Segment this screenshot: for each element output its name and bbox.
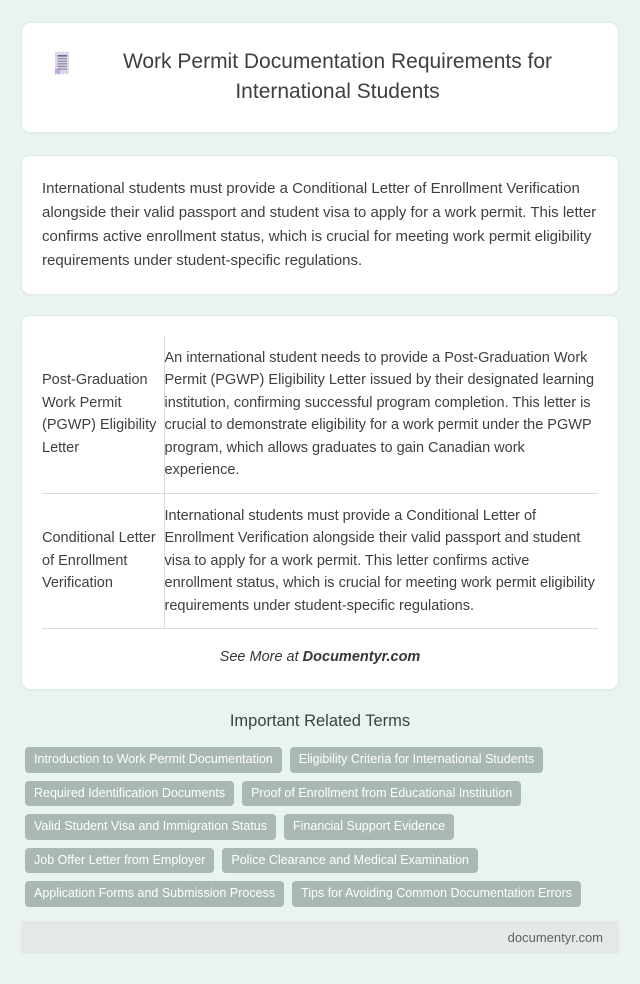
term-name: Post-Graduation Work Permit (PGWP) Eligibility Letter (42, 336, 164, 493)
page-title: Work Permit Documentation Requirements for International Students (122, 50, 553, 104)
related-term-tag[interactable]: Introduction to Work Permit Documentation (25, 747, 282, 773)
intro-card (21, 155, 619, 295)
related-term-tag[interactable]: Tips for Avoiding Common Documentation Errors (292, 881, 581, 907)
intro-text: International students must provide a Conditional Letter of Enrollment Verification alongside their valid passport and student visa to apply for a work permit. This letter confirms active enrollment status, which is crucial for meeting work permit eligibility requirements under student-specific regulations. (42, 179, 597, 269)
related-terms-tags (25, 747, 615, 907)
term-description: An international student needs to provide a Post-Graduation Work Permit (PGWP) Eligibility Letter issued by their designated learning institution, confirming successful program completion. This letter is crucial to demonstrate eligibility for a work permit under the PGWP program, which allows graduates to gain Canadian work experience. (164, 336, 598, 493)
related-term-tag[interactable]: Application Forms and Submission Process (25, 881, 284, 907)
terms-table-card (21, 315, 619, 690)
term-name: Conditional Letter of Enrollment Verification (42, 493, 164, 628)
related-term-tag[interactable]: Job Offer Letter from Employer (25, 848, 214, 874)
related-term-tag[interactable]: Financial Support Evidence (284, 814, 454, 840)
related-terms-heading: Important Related Terms (229, 712, 411, 731)
title-card (21, 22, 619, 133)
receipt-icon (52, 49, 73, 82)
related-term-tag[interactable]: Valid Student Visa and Immigration Status (25, 814, 276, 840)
table-row (42, 493, 598, 628)
related-term-tag[interactable]: Required Identification Documents (25, 781, 234, 807)
terms-table (42, 336, 598, 629)
related-term-tag[interactable]: Eligibility Criteria for International Students (290, 747, 544, 773)
term-description: International students must provide a Conditional Letter of Enrollment Verification alongside their valid passport and student visa to apply for a work permit. This letter confirms active enrollment status, which is crucial for meeting work permit eligibility requirements under student-specific regulations. (164, 493, 598, 628)
related-term-tag[interactable]: Proof of Enrollment from Educational Institution (242, 781, 521, 807)
related-term-tag[interactable]: Police Clearance and Medical Examination (222, 848, 478, 874)
see-more-prefix: See More at (219, 649, 303, 666)
footer-site-link[interactable]: documentyr.com (507, 929, 603, 945)
see-more-line (42, 649, 598, 665)
table-row (42, 336, 598, 493)
footer-bar (21, 921, 619, 954)
terms-table-body (42, 336, 598, 629)
see-more-site-link[interactable]: Documentyr.com (302, 649, 421, 666)
